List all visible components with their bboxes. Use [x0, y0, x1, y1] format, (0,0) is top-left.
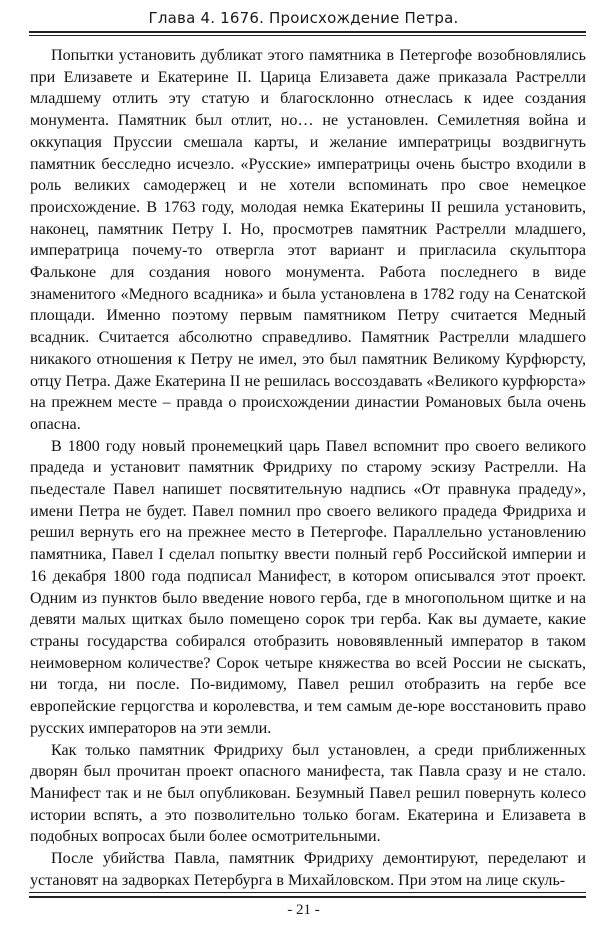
footer-rule-thin — [29, 892, 586, 893]
footer-rule-thick — [29, 896, 586, 898]
paragraph: В 1800 году новый пронемецкий царь Павел вспомнит про своего великого прадеда и установит памятник Фридриху по старому эскизу Растрелли. На пьедестале Павел напишет посвятительную надпись «От правнука прадеду», имени Петра не будет. Павел помнил про своего великого прадеда Фридриха и решил вернуть его на прежнее место в Петергофе. Параллельно установлению памятника, Павел I сделал попытку ввести полный герб Российской империи и 16 декабря 1800 года подписал Манифест, в котором описывался этот проект. Одним из пунктов было введение нового герба, где в многопольном щитке и на девяти малых щитках было помещено сорок три герба. Как вы думаете, какие страны государства собирался отобразить нововявленный император в таком неимоверном количестве? Сорок четыре княжества во всей России не сыскать, ни тогда, ни после. По-видимому, Павел решил отобразить на гербе все европейские герцогства и королевства, и тем самым де-юре восстановить право русских императоров на эти земли. — [30, 437, 586, 737]
paragraph: Попытки установить дубликат этого памятника в Петергофе возобновлялись при Елизавете и Екатерине II. Царица Елизавета даже приказала Растрелли младшему отлить эту статую и благосклонно отнеслась к идее создания монумента. Памятник был отлит, но… не установлен. Семилетняя война и оккупация Пруссии смешала карты, и желание императрицы воздвигнуть памятник бесследно исчезло. «Русские» императрицы очень быстро входили в роль великих самодержец и не хотели вспоминать про свое немецкое происхождение. В 1763 году, молодая немка Екатерины II решила установить, наконец, памятник Петру I. Но, просмотрев памятник Растрелли младшего, императрица почему-то отвергла этот вариант и пригласила скульптора Фальконе для создания нового монумента. Работа последнего в виде знаменитого «Медного всадника» и была установлена в 1782 году на Сенатской площади. Именно поэтому первым памятником Петру считается Медный всадник. Считается абсолютно справедливо. Памятник Растрелли младшего никакого отношения к Петру не имел, это был памятник Великому Курфюрсту, отцу Петра. Даже Екатерина II не решилась воссоздавать «Великого курфюрста» на прежнем месте – правда о происхождении династии Романовых была очень опасна. — [30, 47, 586, 433]
header-rule-thin — [29, 35, 586, 36]
body-text — [30, 45, 586, 891]
running-header: Глава 4. 1676. Происхождение Петра. — [148, 9, 459, 27]
paragraph: Как только памятник Фридриху был установлен, а среди приближенных дворян был прочитан проект опасного манифеста, так Павла сразу и не стало. Манифест так и не был опубликован. Безумный Павел решил повернуть колесо истории вспять, а это позволительно только богам. Екатерина и Елизавета в подобных вопросах были более осмотрительными. — [30, 741, 586, 846]
page-number: - 21 - — [287, 902, 320, 918]
header-rule-thick — [29, 31, 586, 33]
paragraph: После убийства Павла, памятник Фридриху демонтируют, переделают и установят на задворках Петербурга в Михайловском. При этом на лице скуль- — [30, 850, 586, 889]
